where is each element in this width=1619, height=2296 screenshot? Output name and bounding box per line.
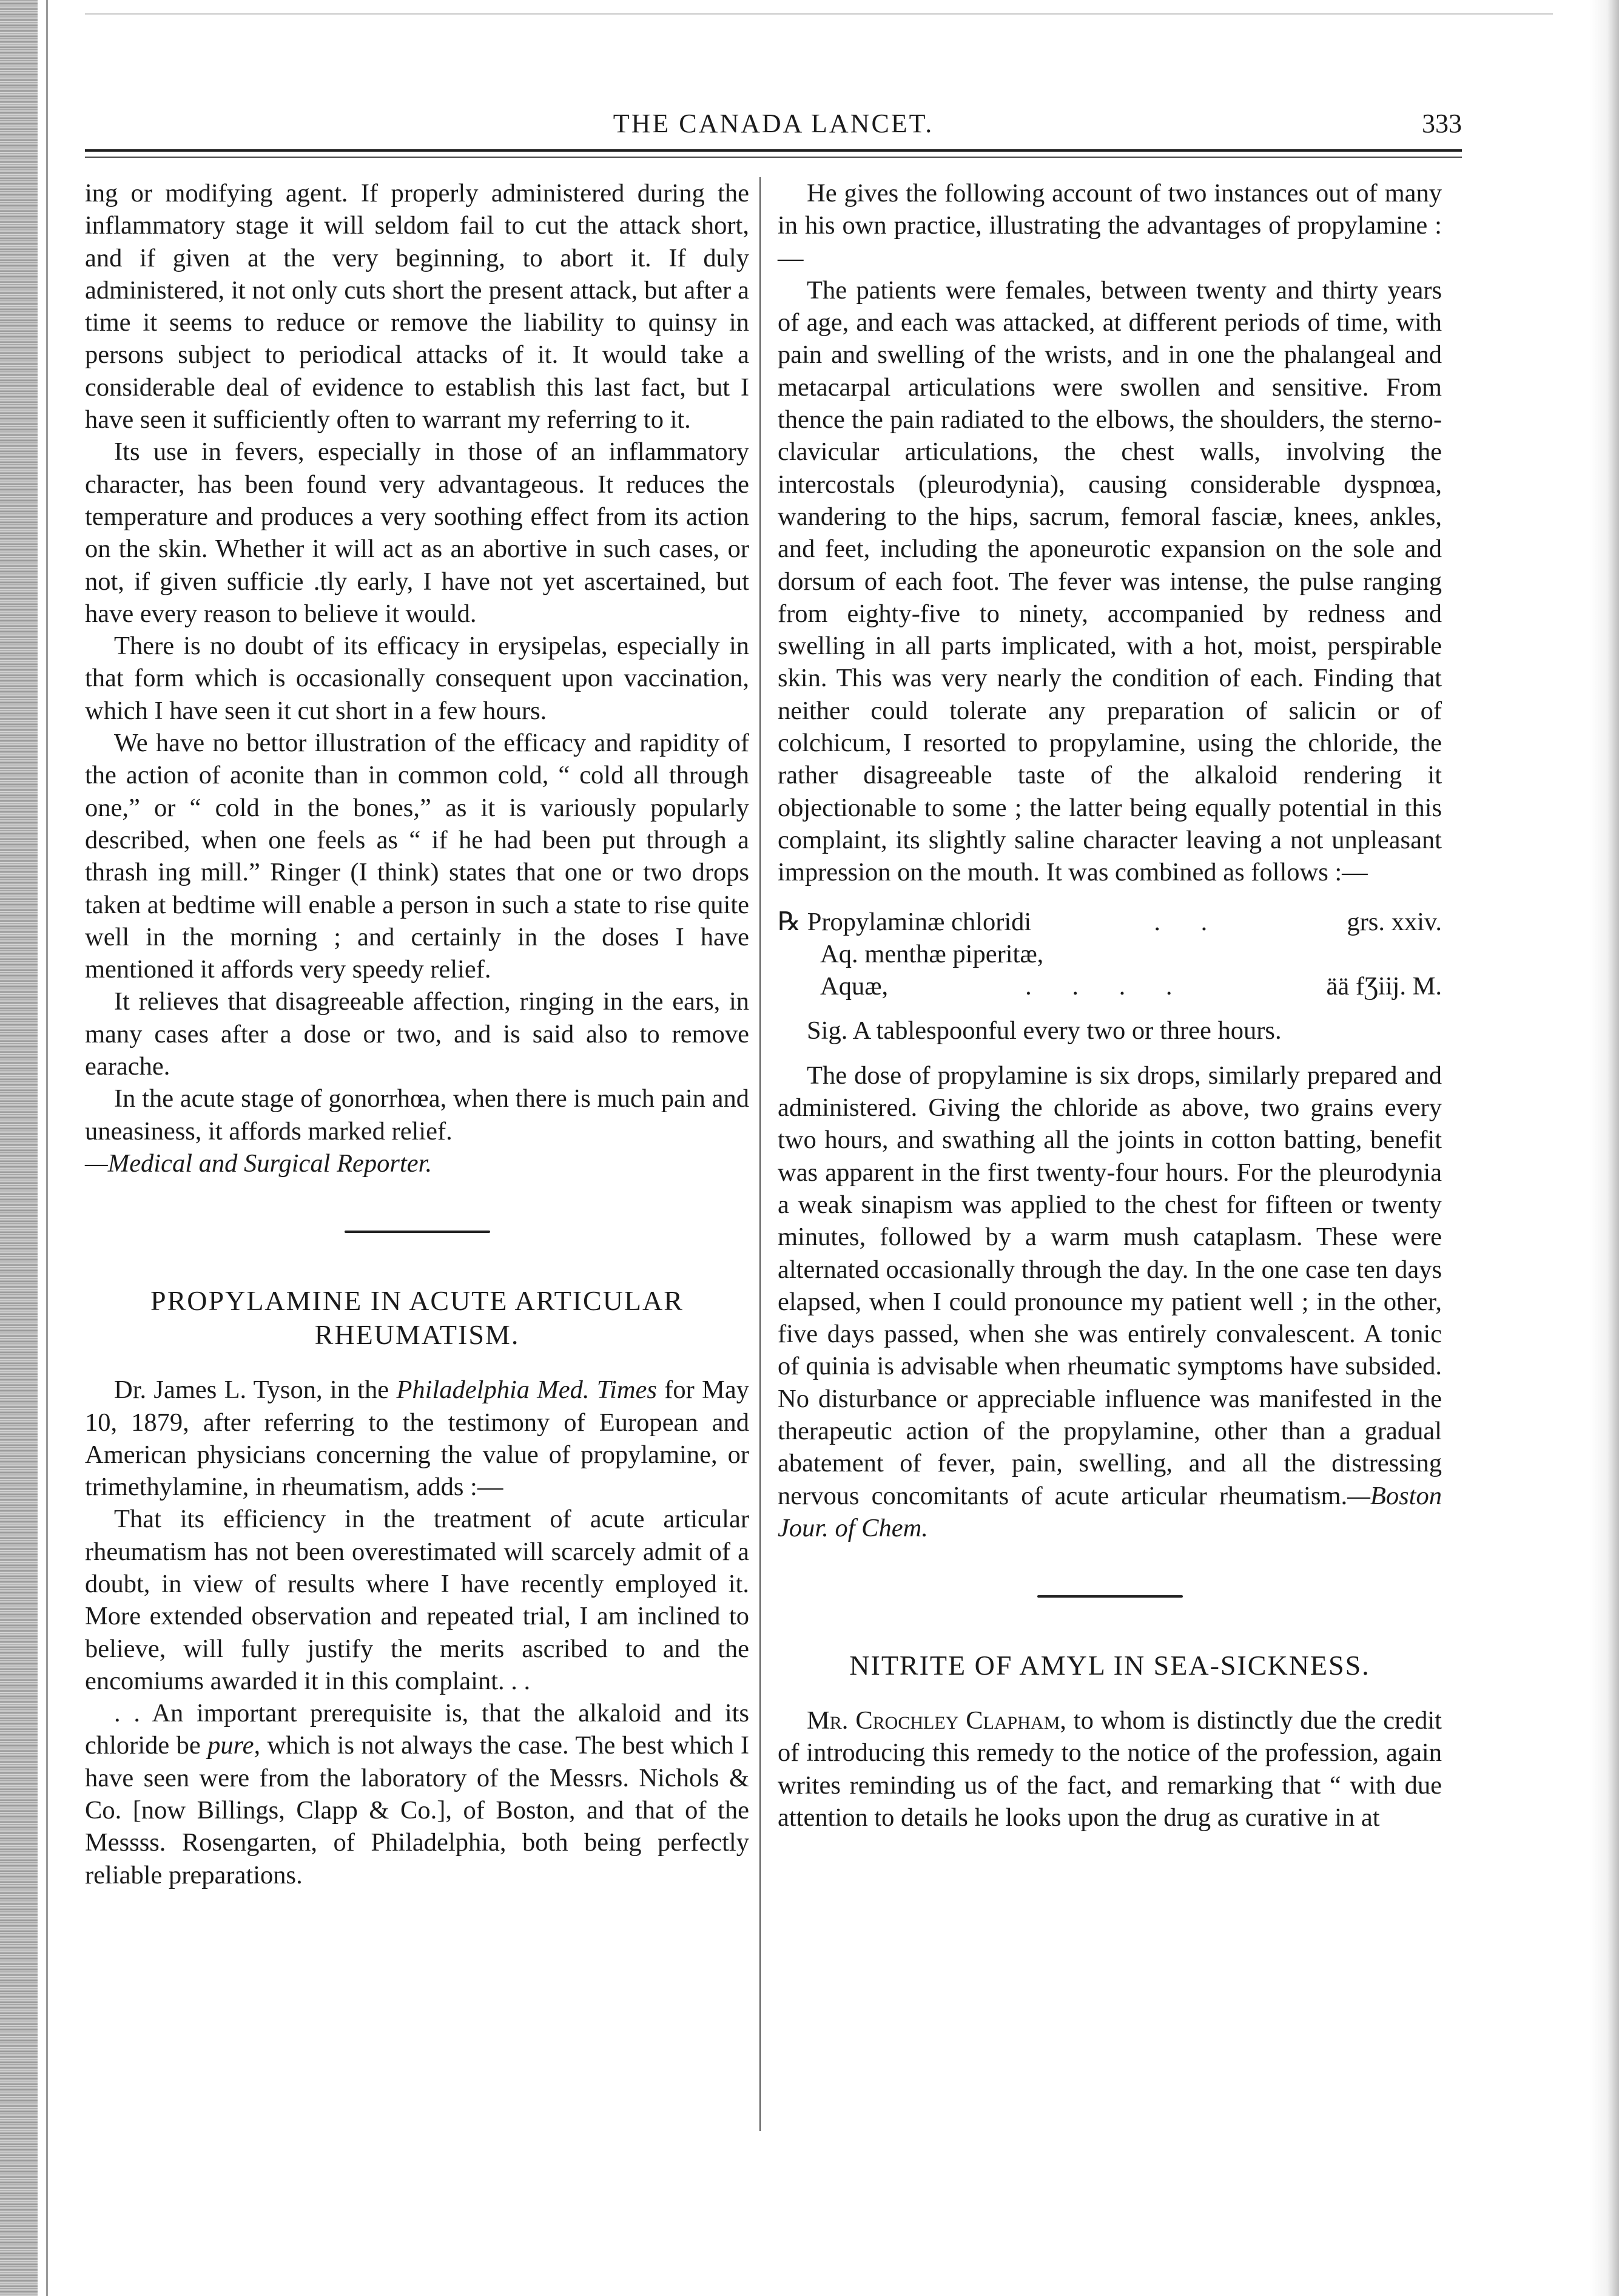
paragraph: It relieves that disagreeable affection, ringing in the ears, in many cases after a dose or two, and is said also to remove earache. [85, 987, 749, 1081]
prescription-quantity: grs. xxiv. [1347, 907, 1442, 936]
paragraph: There is no doubt of its efficacy in erysipelas, especially in that form which is occasionally consequent upon vaccination, which I have seen it cut short in a few hours. [85, 632, 749, 725]
article-source: —Boston Jour. of Chem. [778, 1481, 1442, 1542]
emphasis: pure, [207, 1731, 261, 1760]
article-headline: PROPYLAMINE IN ACUTE ARTICULAR RHEUMATISM. [150, 1285, 684, 1351]
text-run: which is not always the case. The best which I have seen were from the laboratory of the Messrs. Nichols & Co. [now Billings, Clapp & Co.], of Boston, and that of the Messss. Rosengarten, of Philadelphia, both being perfectly reliable preparations. [85, 1731, 749, 1889]
journal-title: THE CANADA LANCET. [613, 109, 934, 138]
right-column [778, 177, 1442, 1834]
text-run: . . An important prerequisite is, that the alkaloid and its chloride be [85, 1699, 749, 1760]
article-source: —Medical and Surgical Reporter. [85, 1149, 433, 1178]
text-run: The dose of propylamine is six drops, similarly prepared and administered. Giving the chloride as above, two grains every two hours, and swathing all the joints in cotton batting, benefit was apparent in the first twenty-four hours. For the pleurodynia a weak sinapism was applied to the chest for fifteen or twenty minutes, followed by a warm mush cataplasm. These were alternated occasionally through the day. In the one case ten days elapsed, when I could pronounce my patient well ; in the other, five days passed, when she was entirely convalescent. A tonic of quinia is advisable when rheumatic symptoms have subsided. No disturbance or appreciable influence was manifested in the therapeutic action of the propylamine, other than a gradual abatement of fever, pain, swelling, and all the distressing nervous concomitants of acute articular rheumatism. [778, 1061, 1442, 1510]
paragraph: The patients were females, between twenty and thirty years of age, and each was attacked, at different periods of time, with pain and swelling of the wrists, and in one the phalangeal and metacarpal articulations were swollen and sensitive. From thence the pain radiated to the elbows, the shoulders, the sterno-clavicular articulations, the chest walls, involving the intercostals (pleurodynia), causing considerable dyspnœa, wandering to the hips, sacrum, femoral fasciæ, knees, ankles, and feet, including the aponeurotic expansion on the sole and dorsum of each foot. The fever was intense, the pulse ranging from eighty-five to ninety, accompanied by redness and swelling in all parts implicated, with a hot, moist, perspirable skin. This was very nearly the condition of each. Finding that neither could tolerate any preparation of salicin or of colchicum, I resorted to propylamine, using the chloride, the rather disagreeable taste of the alkaloid rendering it objectionable to some ; the latter being equally potential in this complaint, its slightly saline character leaving a not unpleasant impression on the mouth. It was combined as follows :— [778, 275, 1442, 887]
paragraph [778, 1059, 1442, 1544]
prescription-item: Aq. menthæ piperitæ, [820, 939, 1044, 968]
paragraph: Its use in fevers, especially in those of an inflammatory character, has been found very advantageous. It reduces the temperature and produces a very soothing effect from its action on the skin. Whether it will act as an abortive in such cases, or not, if given sufficie .tly early, I have not yet ascertained, but have every reason to believe it would. [85, 437, 749, 628]
author-name: Mr. Crochley Clapham, [807, 1706, 1066, 1735]
paragraph: He gives the following account of two instances out of many in his own practice, illustrating the advantages of propylamine :— [778, 179, 1442, 272]
section-divider-rule [345, 1231, 490, 1233]
column-divider [759, 177, 761, 2131]
top-edge-rule [85, 13, 1553, 15]
leader-dots: . . . . [1025, 972, 1190, 1001]
article-headline: NITRITE OF AMYL IN SEA-SICKNESS. [849, 1650, 1370, 1681]
paragraph [85, 1697, 749, 1891]
prescription-sig: Sig. A tablespoonful every two or three hours. [807, 1016, 1282, 1045]
header-rule-thick [85, 149, 1462, 152]
text-run: for May 10, 1879, after referring to the testimony of European and American physicians concerning the value of propylamine, or trimethylamine, in rheumatism, adds :— [85, 1376, 749, 1502]
header-rule-thin [85, 157, 1462, 158]
journal-name: Philadelphia Med. Times [396, 1376, 657, 1405]
book-spine-edge [0, 0, 38, 2296]
page-right-edge [1590, 0, 1619, 2296]
page-number: 333 [1422, 109, 1462, 138]
prescription-line [778, 938, 1442, 970]
paragraph [778, 1704, 1442, 1834]
text-run: to whom is distinctly due the credit of introducing this remedy to the notice of the profession, again writes reminding us of the fact, and remarking that “ with due attention to details he looks upon the drug as curative in at [778, 1706, 1442, 1832]
spine-margin-line [46, 0, 48, 2296]
prescription-item: ℞ Propylaminæ chloridi [778, 907, 1032, 936]
paragraph: That its efficiency in the treatment of acute articular rheumatism has not been overestimated will scarcely admit of a doubt, in view of results where I have recently employed it. More extended observation and repeated trial, I am inclined to believe, will fully justify the merits ascribed to and the encomiums awarded it in this complaint. . . [85, 1505, 749, 1695]
prescription-line [778, 906, 1442, 938]
leader-dots: . . [1154, 907, 1225, 936]
prescription-line [778, 970, 1442, 1002]
prescription-quantity: ää fƷiij. M. [1326, 972, 1442, 1001]
prescription-block [778, 906, 1442, 1003]
section-divider-rule [1037, 1595, 1183, 1598]
prescription-item: Aquæ, [820, 972, 889, 1001]
paragraph: ing or modifying agent. If properly administered during the inflammatory stage it will seldom fail to cut the attack short, and if given at the very beginning, to abort it. If duly administered, it not only cuts short the present attack, but after a time it seems to reduce or remove the liability to quinsy in persons subject to periodical attacks of it. It would take a considerable deal of evidence to establish this last fact, but I have seen it sufficiently often to warrant my referring to it. [85, 179, 749, 434]
running-header [85, 108, 1462, 144]
left-column [85, 177, 749, 1891]
text-run: Dr. James L. Tyson, in the [114, 1376, 397, 1405]
paragraph: We have no bettor illustration of the efficacy and rapidity of the action of aconite than in common cold, “ cold all through one,” or “ cold in the bones,” as it is variously popularly described, when one feels as “ if he had been put through a thrash ing mill.” Ringer (I think) states that one or two drops taken at bedtime will enable a person in such a state to rise quite well in the morning ; and certainly in the doses I have mentioned it affords very speedy relief. [85, 729, 749, 984]
paragraph: In the acute stage of gonorrhœa, when there is much pain and uneasiness, it affords marked relief. [85, 1084, 749, 1146]
paragraph [85, 1374, 749, 1503]
